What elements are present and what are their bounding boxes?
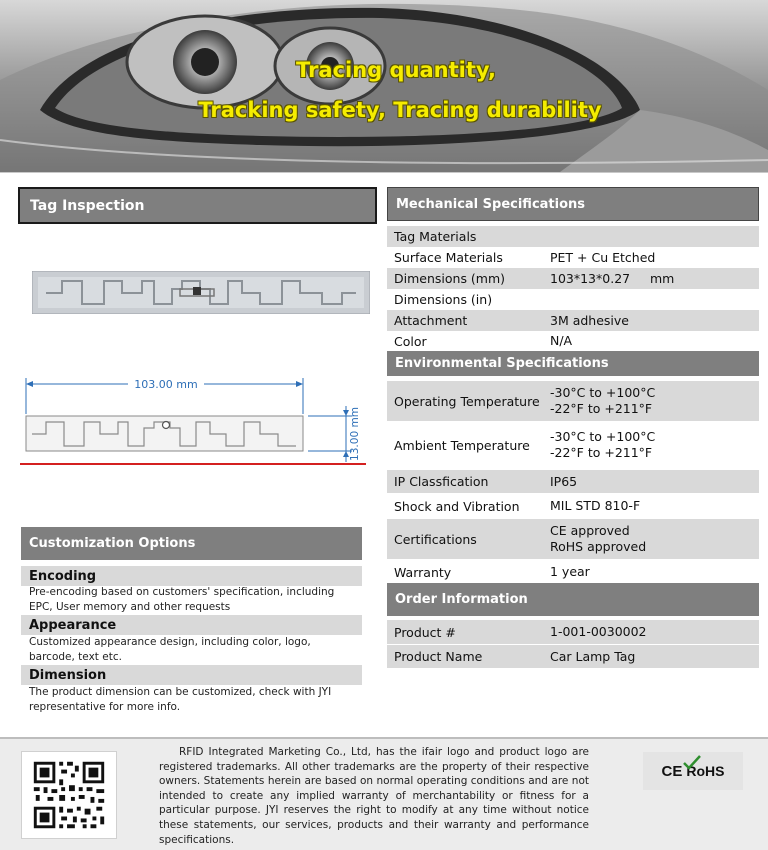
order-label: Product Name bbox=[394, 649, 483, 664]
order-row bbox=[387, 645, 759, 668]
order-label: Product # bbox=[394, 624, 456, 640]
certification-logos bbox=[643, 752, 743, 790]
order-value: Car Lamp Tag bbox=[550, 648, 636, 664]
environmental-specifications-header: Environmental Specifications bbox=[387, 351, 759, 376]
spec-row bbox=[387, 331, 759, 351]
spec-row bbox=[387, 289, 759, 310]
spec-label: Dimensions (in) bbox=[394, 292, 493, 307]
spec-value: 3M adhesive bbox=[550, 312, 629, 328]
option-encoding-text: Pre-encoding based on customers' specification, including EPC, User memory and other requests bbox=[29, 586, 335, 613]
spec-label: Attachment bbox=[394, 313, 468, 328]
spec-value-line: CE approved bbox=[550, 523, 630, 538]
tag-inspection-header: Tag Inspection bbox=[18, 187, 377, 224]
order-row bbox=[387, 620, 759, 644]
hero-slogan-line1: Tracing quantity, bbox=[296, 58, 496, 82]
qr-code-icon[interactable] bbox=[21, 751, 117, 839]
option-dimension-text: The product dimension can be customized, check with JYI representative for more info. bbox=[29, 686, 332, 713]
spec-value-line: RoHS approved bbox=[550, 539, 647, 554]
spec-value: N/A bbox=[550, 333, 573, 348]
spec-value: 103*13*0.27 mm bbox=[550, 270, 675, 286]
rohs-label: RoHS bbox=[686, 763, 725, 779]
spec-label: Certifications bbox=[394, 531, 477, 547]
spec-value-line: -30°C to +100°C bbox=[550, 385, 656, 400]
option-appearance-label: Appearance bbox=[21, 615, 362, 635]
spec-label: IP Classfication bbox=[394, 474, 489, 489]
spec-row bbox=[387, 381, 759, 421]
spec-label: Warranty bbox=[394, 564, 452, 580]
spec-row bbox=[387, 268, 759, 289]
rohs-mark-icon bbox=[686, 763, 724, 779]
order-value: 1-001-0030002 bbox=[550, 624, 647, 639]
hero-banner bbox=[0, 0, 768, 172]
tag-dimension-drawing bbox=[20, 374, 366, 466]
spec-row bbox=[387, 247, 759, 268]
option-dimension-label: Dimension bbox=[21, 665, 362, 685]
spec-label: Shock and Vibration bbox=[394, 498, 520, 514]
spec-value bbox=[550, 523, 759, 555]
ce-mark-icon: CE bbox=[661, 762, 683, 780]
hero-slogan-line2: Tracking safety, Tracing durability bbox=[198, 98, 602, 122]
footer-disclaimer: RFID Integrated Marketing Co., Ltd, has the ifair logo and product logo are registered trademarks. All other trademarks are the property of their respective owners. Statements herein are based on normal operating conditions and are not intended to create any implied warranty of merchantability or fitness for a particular purpose. JYI reserves the right to modify at any time without notice these statements, our services, products and their warranty and performance specifications. bbox=[159, 746, 589, 846]
spec-row bbox=[387, 561, 759, 583]
spec-value: PET + Cu Etched bbox=[550, 249, 656, 265]
car-headlight-image bbox=[0, 0, 768, 172]
spec-row bbox=[387, 424, 759, 466]
spec-row bbox=[387, 519, 759, 559]
spec-label: Ambient Temperature bbox=[394, 437, 530, 453]
spec-label: Surface Materials bbox=[394, 250, 503, 265]
spec-label: Color bbox=[394, 333, 427, 349]
spec-row bbox=[387, 226, 759, 247]
spec-value-line: -22°F to +211°F bbox=[550, 445, 653, 460]
tag-photo bbox=[32, 271, 370, 314]
divider bbox=[0, 172, 768, 173]
spec-label: Tag Materials bbox=[394, 229, 477, 244]
spec-value: MIL STD 810-F bbox=[550, 498, 641, 513]
dimension-length-label: 103.00 mm bbox=[134, 378, 198, 391]
spec-value: IP65 bbox=[550, 473, 578, 489]
customization-options-header: Customization Options bbox=[21, 527, 362, 560]
spec-row bbox=[387, 494, 759, 518]
spec-label: Dimensions (mm) bbox=[394, 271, 506, 286]
option-encoding-label: Encoding bbox=[21, 566, 362, 586]
option-appearance-text: Customized appearance design, including color, logo, barcode, text etc. bbox=[29, 636, 311, 663]
order-information-header: Order Information bbox=[387, 583, 759, 616]
spec-row bbox=[387, 310, 759, 331]
spec-label: Operating Temperature bbox=[394, 393, 540, 409]
mechanical-specifications-header: Mechanical Specifications bbox=[387, 187, 759, 221]
spec-value: 1 year bbox=[550, 564, 590, 579]
spec-value-line: -22°F to +211°F bbox=[550, 401, 653, 416]
spec-value bbox=[550, 385, 759, 417]
spec-value-line: -30°C to +100°C bbox=[550, 429, 656, 444]
spec-value bbox=[550, 429, 759, 461]
spec-row bbox=[387, 470, 759, 493]
checkmark-icon bbox=[682, 754, 702, 770]
dimension-height-label: 13.00 mm bbox=[349, 407, 361, 461]
